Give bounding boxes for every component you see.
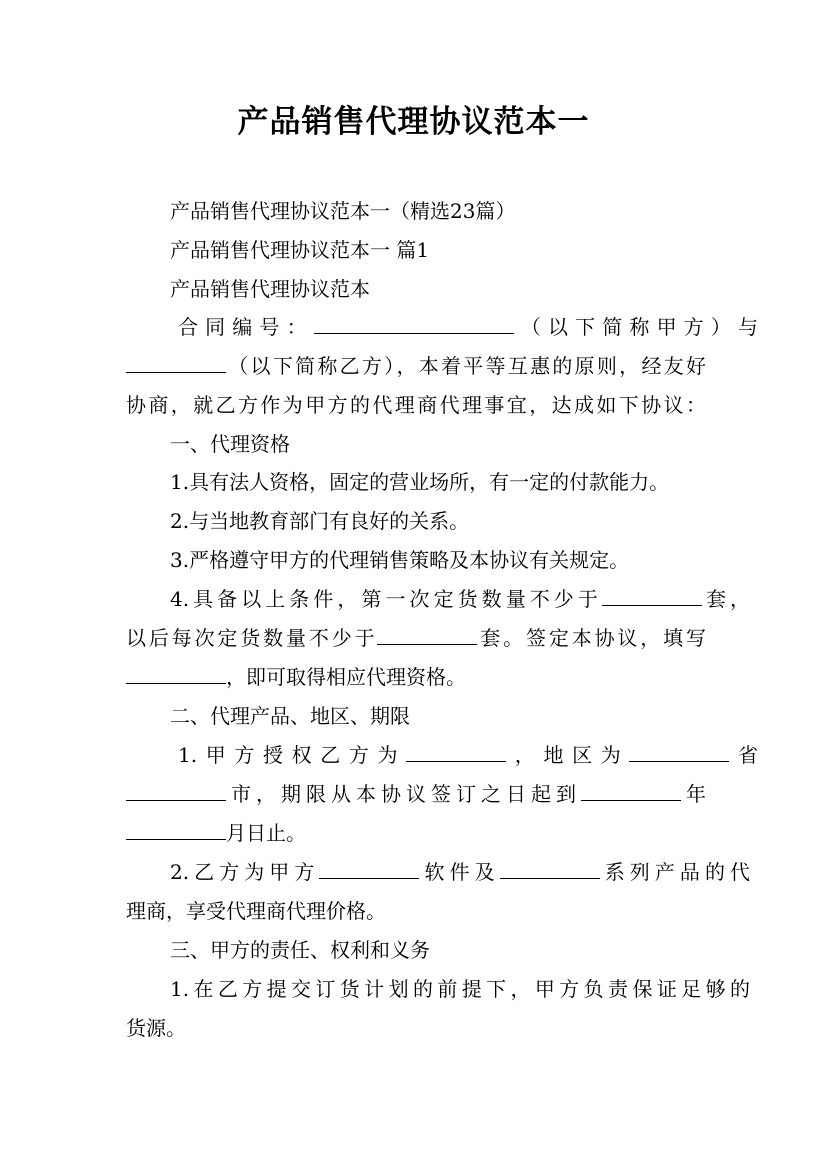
fill-in-blank: [126, 778, 226, 801]
section-heading: [126, 931, 750, 969]
paragraph-line: [126, 1009, 706, 1047]
text: 二、代理产品、地区、期限: [170, 704, 410, 728]
paragraph-line: [126, 775, 706, 813]
clause-item: [126, 970, 750, 1008]
clause-item: [126, 853, 750, 891]
fill-in-blank: [126, 817, 226, 840]
text: 3.严格遵守甲方的代理销售策略及本协议有关规定。: [170, 548, 630, 572]
paragraph-line: [126, 814, 706, 852]
text: 系列产品的代: [599, 860, 750, 884]
clause-item: [126, 541, 750, 579]
paragraph-contract-number: [126, 308, 758, 346]
text: 省: [729, 743, 758, 767]
fill-in-blank: [319, 856, 419, 879]
text: 1.在乙方提交订货计划的前提下，甲方负责保证足够的: [170, 977, 750, 1001]
text: 4.具备以上条件，第一次定货数量不少于: [170, 587, 602, 611]
paragraph-line: [126, 892, 706, 930]
clause-item: [126, 736, 758, 774]
text: 年: [681, 782, 706, 806]
text: 产品销售代理协议范本一 篇1: [170, 238, 430, 262]
text: 协商，就乙方作为甲方的代理商代理事宜，达成如下协议：: [126, 393, 706, 417]
fill-in-blank: [406, 739, 506, 762]
text: 理商，享受代理商代理价格。: [126, 899, 386, 923]
fill-in-blank: [500, 856, 600, 879]
paragraph-subtitle: [126, 192, 750, 230]
section-heading: [126, 697, 750, 735]
fill-in-blank: [581, 778, 681, 801]
text: 以后每次定货数量不少于: [126, 626, 378, 650]
text: 2.与当地教育部门有良好的关系。: [170, 509, 470, 533]
text: 2.乙方为甲方: [170, 860, 320, 884]
text: （以下简称乙方），本着平等互惠的原则，经友好: [226, 354, 706, 378]
text: 1.具有法人资格，固定的营业场所，有一定的付款能力。: [170, 470, 670, 494]
paragraph-section-heading: [126, 231, 750, 269]
text: 软件及: [419, 860, 500, 884]
text: 套。签定本协议，填写: [477, 626, 707, 650]
text: 合同编号：: [178, 315, 314, 339]
clause-item: [126, 502, 750, 540]
text: 月日止。: [226, 821, 306, 845]
text: ，即可取得相应代理资格。: [226, 665, 466, 689]
paragraph-line: [126, 347, 706, 385]
text: 产品销售代理协议范本: [170, 277, 370, 301]
text: 1.甲方授权乙方为: [178, 743, 407, 767]
text: 货源。: [126, 1016, 186, 1040]
fill-in-blank: [126, 350, 226, 373]
paragraph-line: [126, 619, 706, 657]
text: ，地区为: [506, 743, 630, 767]
paragraph-line: [126, 658, 706, 696]
section-heading: [126, 425, 750, 463]
clause-item: [126, 580, 750, 618]
fill-in-blank: [602, 583, 702, 606]
text: 套，: [701, 587, 750, 611]
text: 市，期限从本协议签订之日起到: [226, 782, 581, 806]
clause-item: [126, 463, 750, 501]
paragraph-line: [126, 386, 706, 424]
text: 一、代理资格: [170, 432, 290, 456]
fill-in-blank: [377, 622, 477, 645]
paragraph-heading: [126, 270, 750, 308]
document-title: 产品销售代理协议范本一: [237, 104, 590, 140]
fill-in-blank: [629, 739, 729, 762]
fill-in-blank: [126, 661, 226, 684]
fill-in-blank: [314, 311, 514, 334]
text: 产品销售代理协议范本一（精选23篇）: [170, 199, 516, 223]
text: 三、甲方的责任、权利和义务: [170, 938, 430, 962]
text: （以下简称甲方）与: [513, 315, 759, 339]
